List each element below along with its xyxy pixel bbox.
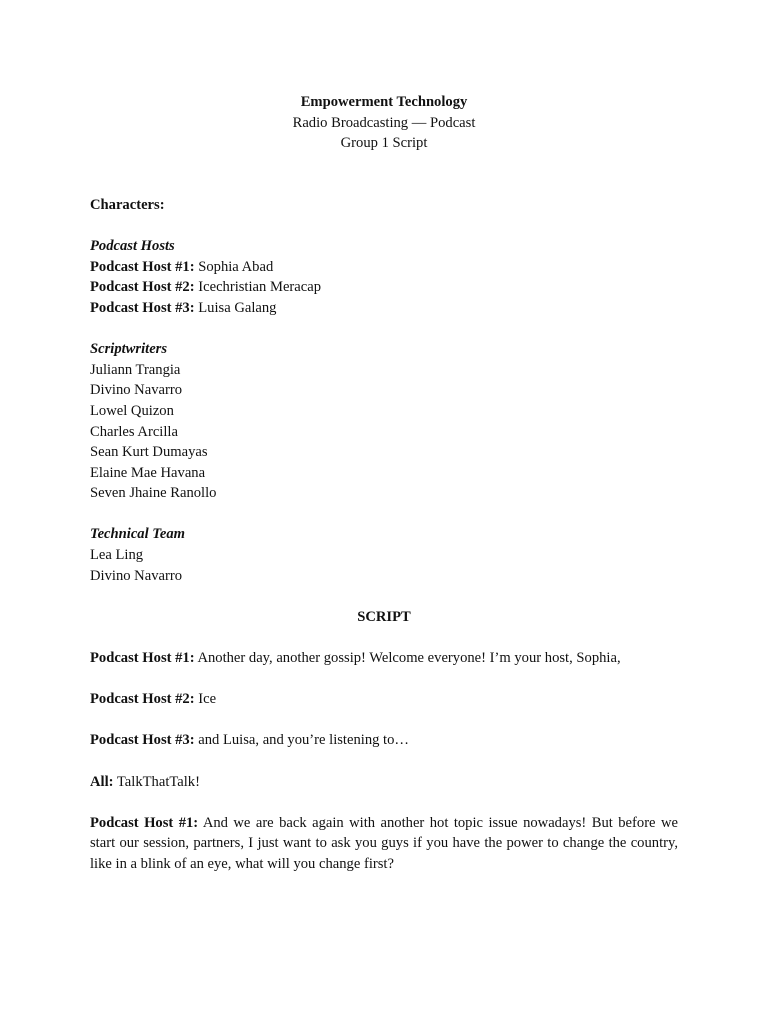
script-line: [90, 648, 678, 669]
script-line: [90, 689, 678, 710]
host-name: Sophia Abad: [198, 258, 274, 275]
document-group: Group 1 Script: [340, 135, 428, 152]
technical-team-section: [90, 524, 678, 586]
speaker-label: Podcast Host #1:: [90, 814, 199, 831]
scriptwriter-name: Charles Arcilla: [90, 423, 178, 440]
hosts-section: [90, 236, 678, 318]
host-entry: [90, 277, 678, 298]
host-name: Luisa Galang: [198, 299, 277, 316]
document-page: [90, 92, 678, 875]
scriptwriter-name: Juliann Trangia: [90, 361, 181, 378]
document-header: [90, 92, 678, 154]
dialogue-text: Ice: [198, 691, 217, 708]
scriptwriter-name: Sean Kurt Dumayas: [90, 444, 208, 461]
scriptwriter-name: Seven Jhaine Ranollo: [90, 485, 217, 502]
speaker-label: Podcast Host #3:: [90, 732, 195, 749]
characters-heading: Characters:: [90, 196, 165, 213]
script-body: [90, 648, 678, 875]
scriptwriter-name: Lowel Quizon: [90, 402, 174, 419]
host-entry: [90, 257, 678, 278]
dialogue-text: and Luisa, and you’re listening to…: [198, 732, 410, 749]
technical-member-name: Lea Ling: [90, 547, 144, 564]
hosts-heading: Podcast Hosts: [90, 238, 175, 255]
host-entry: [90, 298, 678, 319]
scriptwriter-name: Elaine Mae Havana: [90, 464, 206, 481]
speaker-label: Podcast Host #2:: [90, 691, 195, 708]
script-line: [90, 813, 678, 875]
technical-team-heading: Technical Team: [90, 526, 185, 543]
dialogue-text: And we are back again with another hot topic issue nowadays! But before we start our session, partners, I just want to ask you guys if you have the power to change the country, like in a blink of an eye, what will you change first?: [90, 814, 678, 872]
scriptwriters-heading: Scriptwriters: [90, 341, 168, 358]
host-name: Icechristian Meracap: [198, 279, 322, 296]
host-label: Podcast Host #3:: [90, 299, 195, 316]
scriptwriters-section: [90, 339, 678, 504]
document-subtitle: Radio Broadcasting — Podcast: [292, 114, 476, 131]
host-label: Podcast Host #1:: [90, 258, 195, 275]
document-title: Empowerment Technology: [300, 94, 468, 110]
script-line: [90, 730, 678, 751]
technical-member-name: Divino Navarro: [90, 567, 182, 584]
dialogue-text: Another day, another gossip! Welcome everyone! I’m your host, Sophia,: [197, 650, 621, 667]
script-line: [90, 772, 678, 793]
dialogue-text: TalkThatTalk!: [116, 773, 200, 790]
host-label: Podcast Host #2:: [90, 279, 195, 296]
speaker-label: All:: [90, 773, 114, 790]
scriptwriter-name: Divino Navarro: [90, 382, 182, 399]
script-heading: SCRIPT: [357, 608, 411, 625]
speaker-label: Podcast Host #1:: [90, 650, 195, 667]
